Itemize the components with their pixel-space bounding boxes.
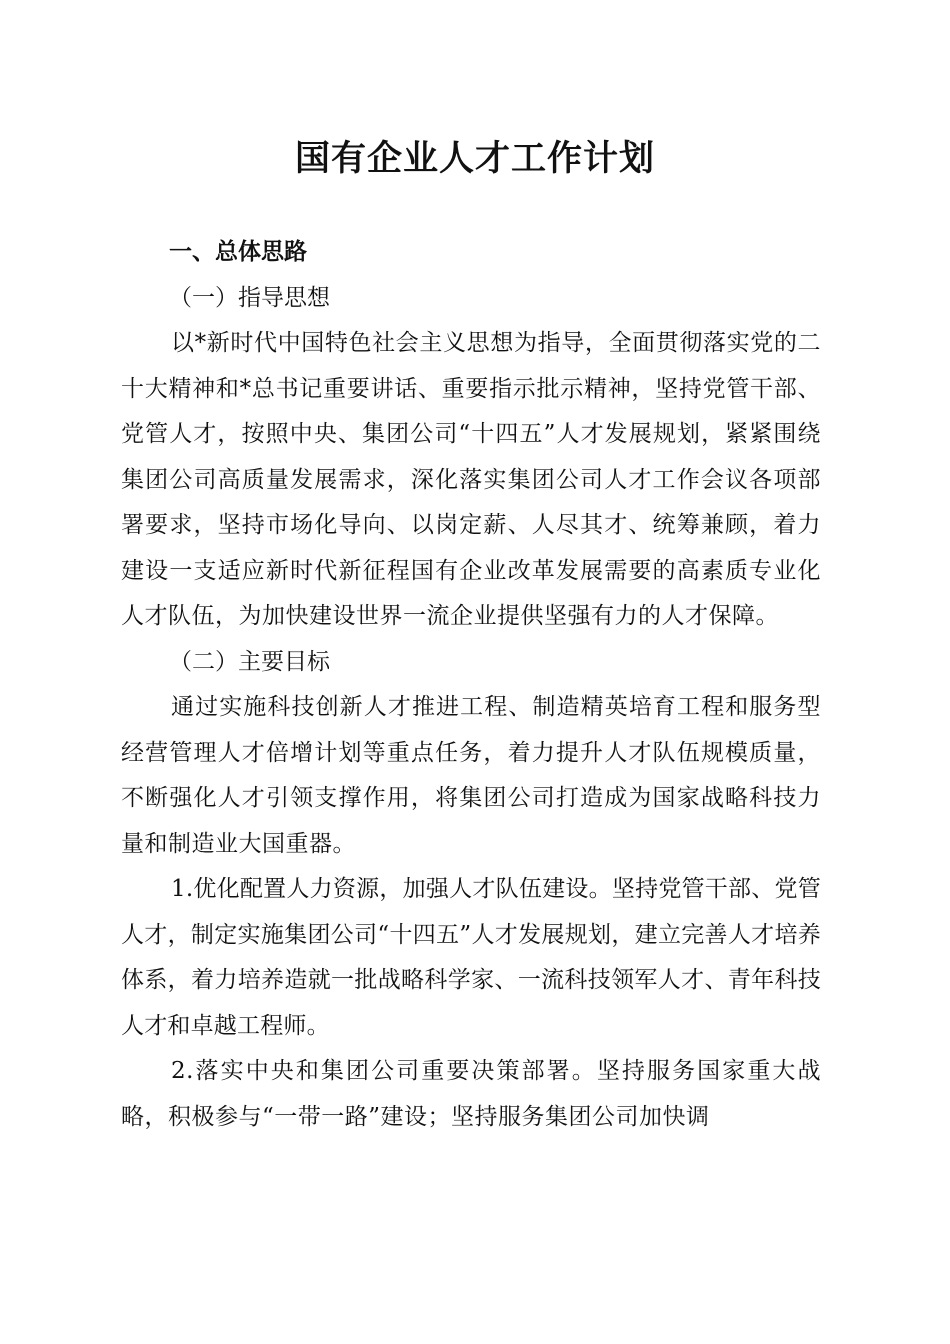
document-title: 国有企业人才工作计划 bbox=[294, 138, 655, 179]
subsection-heading-guiding-ideology: （一）指导思想 bbox=[169, 284, 330, 311]
list-item-2: 2.落实中央和集团公司重要决策部署。坚持服务国家重大战略，积极参与“一带一路”建设；坚持服务集团公司加快调 bbox=[121, 1058, 821, 1130]
list-item-1: 1.优化配置人力资源，加强人才队伍建设。坚持党管干部、党管人才，制定实施集团公司“十四五”人才发展规划，建立完善人才培养体系，着力培养造就一批战略科学家、一流科技领军人才、青年科技人才和卓越工程师。 bbox=[121, 876, 821, 1039]
paragraph-main-goals: 通过实施科技创新人才推进工程、制造精英培育工程和服务型经营管理人才倍增计划等重点任务，着力提升人才队伍规模质量，不断强化人才引领支撑作用，将集团公司打造成为国家战略科技力量和制造业大国重器。 bbox=[121, 694, 821, 857]
document-body bbox=[121, 230, 821, 1140]
subsection-heading-main-goals: （二）主要目标 bbox=[169, 648, 330, 675]
paragraph-guiding-ideology: 以*新时代中国特色社会主义思想为指导，全面贯彻落实党的二十大精神和*总书记重要讲话、重要指示批示精神，坚持党管干部、党管人才，按照中央、集团公司“十四五”人才发展规划，紧紧围绕集团公司高质量发展需求，深化落实集团公司人才工作会议各项部署要求，坚持市场化导向、以岗定薪、人尽其才、统筹兼顾，着力建设一支适应新时代新征程国有企业改革发展需要的高素质专业化人才队伍，为加快建设世界一流企业提供坚强有力的人才保障。 bbox=[121, 330, 821, 629]
section-heading-overall-approach: 一、总体思路 bbox=[169, 239, 307, 265]
